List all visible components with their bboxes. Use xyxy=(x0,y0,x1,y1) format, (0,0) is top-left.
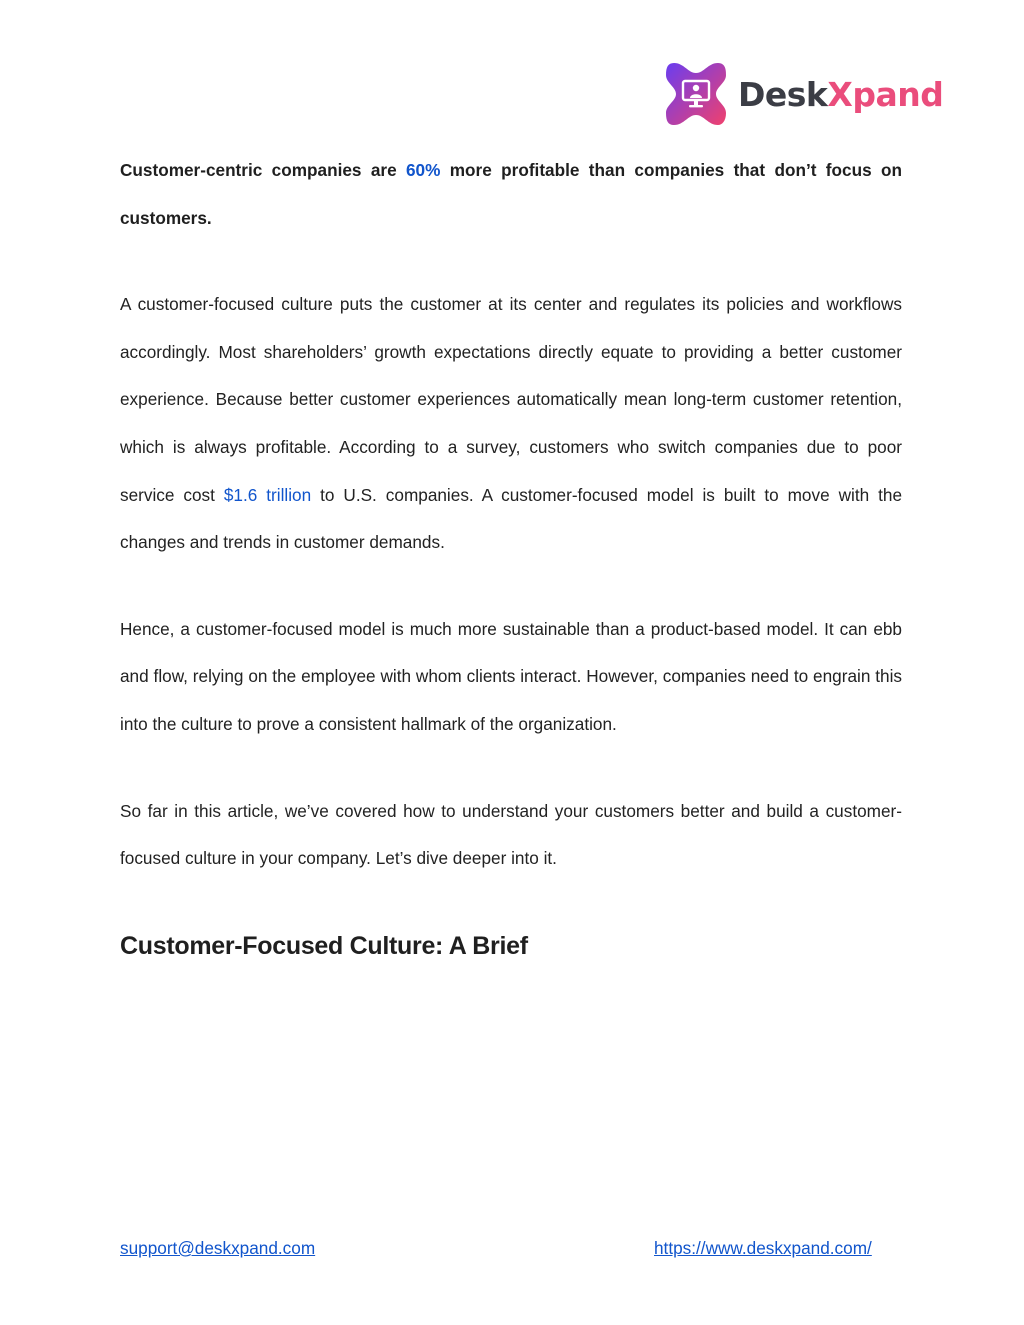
lead-highlight-link[interactable]: 60% xyxy=(405,160,441,180)
brand-name-xpand: Xpand xyxy=(827,74,944,114)
lead-text-before: Customer-centric companies are xyxy=(120,160,406,180)
trillion-link[interactable]: $1.6 trillion xyxy=(223,484,312,505)
article-body xyxy=(120,147,902,883)
paragraph-culture-text-before: A customer-focused culture puts the customer at its center and regulates its policies and workflows accordingly. Most shareholders’ growth expectations directly equate to providing a better customer experience. Because better customer experiences automatically mean long-term customer retention, which is always profitable. According to a survey, customers who switch companies due to poor service cost xyxy=(120,294,902,505)
paragraph-sustainable: Hence, a customer-focused model is much more sustainable than a product-based model. It can ebb and flow, relying on the employee with whom clients interact. However, companies need to engrain this into the culture to prove a consistent hallmark of the organization. xyxy=(120,618,902,734)
section-heading: Customer-Focused Culture: A Brief xyxy=(120,932,528,960)
paragraph-culture-text-after: to U.S. companies. A customer-focused model is built to move with the changes and trends in customer demands. xyxy=(120,484,902,553)
paragraph-gap xyxy=(120,567,902,606)
website-link[interactable]: https://www.deskxpand.com/ xyxy=(654,1238,872,1258)
lead-text-after: more profitable than companies that don’t focus on customers. xyxy=(120,160,902,228)
brand-name xyxy=(738,75,943,114)
lead-statement xyxy=(120,147,902,242)
paragraph-culture xyxy=(120,281,902,567)
paragraph-summary: So far in this article, we’ve covered how to understand your customers better and build a customer-focused culture in your company. Let’s dive deeper into it. xyxy=(120,800,902,869)
paragraph-gap xyxy=(120,242,902,281)
brand-logo xyxy=(664,60,943,128)
support-email-link[interactable]: support@deskxpand.com xyxy=(120,1238,316,1258)
paragraph-gap xyxy=(120,749,902,788)
brand-name-desk: Desk xyxy=(738,74,828,114)
monitor-person-icon xyxy=(664,61,728,127)
